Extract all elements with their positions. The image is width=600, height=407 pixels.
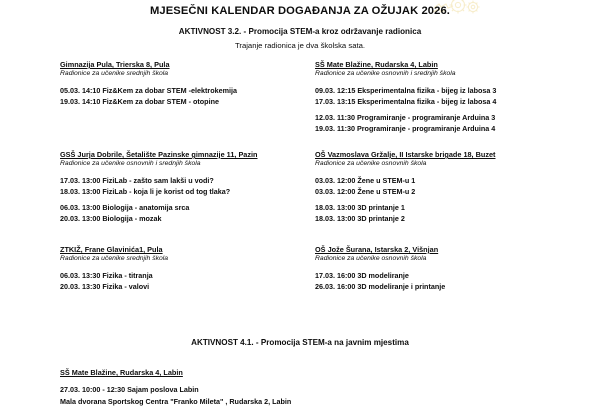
activity-subtitle: Trajanje radionica je dva školska sata. (234, 41, 366, 51)
event-group (315, 203, 585, 225)
venue-block (60, 245, 310, 292)
event-entry: 18.03. 13:00 3D printanje 2 (315, 214, 405, 224)
venue-name: SŠ Mate Blažine, Rudarska 4, Labin (315, 60, 438, 69)
venue-name: SŠ Mate Blažine, Rudarska 4, Labin (60, 368, 183, 377)
event-entry: 06.03. 13:30 Fizika - titranja (60, 270, 153, 280)
venue-audience-note: Radionice za učenike srednjih škola (60, 70, 169, 78)
event-group (60, 86, 310, 108)
venue-block (315, 60, 585, 135)
bottom-activity-heading: AKTIVNOST 4.1. - Promocija STEM-a na javnim mjestima (191, 338, 409, 347)
bottom-venue-block (60, 368, 480, 407)
event-entry: 19.03. 14:10 Fiz&Kem za dobar STEM - otopine (60, 96, 219, 106)
event-entry: 09.03. 12:15 Eksperimentalna fizika - bijeg iz labosa 3 (315, 85, 497, 95)
document-header (0, 0, 600, 50)
venue-name: OŠ Jože Šurana, Istarska 2, Višnjan (315, 245, 439, 254)
event-entry: 03.03. 12:00 Žene u STEM-u 2 (315, 186, 416, 196)
venue-audience-note: Radionice za učenike srednjih škola (60, 255, 169, 263)
venue-block (315, 245, 585, 292)
event-entry: 17.03. 13:00 FiziLab - zašto sam lakši u vodi? (60, 175, 214, 185)
event-entry: 26.03. 16:00 3D modeliranje i printanje (315, 281, 446, 291)
event-group (315, 271, 585, 293)
venue-block (60, 150, 310, 225)
event-entry: 20.03. 13:30 Fizika - valovi (60, 281, 150, 291)
event-group (315, 113, 585, 135)
event-group (60, 203, 310, 225)
venue-audience-note: Radionice za učenike osnovnih i srednjih škola (315, 70, 456, 78)
event-group (60, 384, 480, 407)
activity-heading: AKTIVNOST 3.2. - Promocija STEM-a kroz održavanje radionica (178, 27, 422, 37)
event-entry: 27.03. 10:00 - 12:30 Sajam poslova Labin (60, 385, 199, 395)
event-entry: 17.03. 13:15 Eksperimentalna fizika - bijeg iz labosa 4 (315, 96, 497, 106)
event-entry: 18.03. 13:00 FiziLab - koja li je korist od tog tlaka? (60, 186, 231, 196)
venue-block (60, 60, 310, 107)
venue-name: OŠ Vazmoslava Gržalje, II Istarske brigade 18, Buzet (315, 150, 496, 159)
page-title: MJESEČNI KALENDAR DOGAĐANJA ZA OŽUJAK 2026. (150, 5, 450, 17)
event-entry: 05.03. 14:10 Fiz&Kem za dobar STEM -elektrokemija (60, 85, 237, 95)
event-entry: 06.03. 13:00 Biologija - anatomija srca (60, 203, 190, 213)
venue-audience-note: Radionice za učenike osnovnih i srednjih škola (60, 160, 201, 168)
venue-name: ZTKIŽ, Frane Glavinića1, Pula (60, 245, 163, 254)
venue-audience-note: Radionice za učenike osnovnih škola (315, 160, 427, 168)
event-entry: 17.03. 16:00 3D modeliranje (315, 270, 409, 280)
venue-name: GSŠ Jurja Dobrile, Šetalište Pazinske gimnazije 11, Pazin (60, 150, 258, 159)
event-entry: 03.03. 12:00 Žene u STEM-u 1 (315, 175, 416, 185)
event-entry: 19.03. 11:30 Programiranje - programiranje Arduina 4 (315, 124, 496, 134)
venue-audience-note: Radionice za učenike osnovnih škola (315, 255, 427, 263)
event-group (60, 176, 310, 198)
event-group (315, 86, 585, 108)
venue-block (315, 150, 585, 225)
event-entry: 18.03. 13:00 3D printanje 1 (315, 203, 405, 213)
event-entry: 20.03. 13:00 Biologija - mozak (60, 214, 162, 224)
event-entry: 12.03. 11:30 Programiranje - programiranje Arduina 3 (315, 113, 496, 123)
event-group (60, 271, 310, 293)
event-group (315, 176, 585, 198)
event-entry: Mala dvorana Sportskog Centra "Franko Mileta" , Rudarska 2, Labin (60, 396, 292, 406)
venue-name: Gimnazija Pula, Trierska 8, Pula (60, 60, 170, 69)
